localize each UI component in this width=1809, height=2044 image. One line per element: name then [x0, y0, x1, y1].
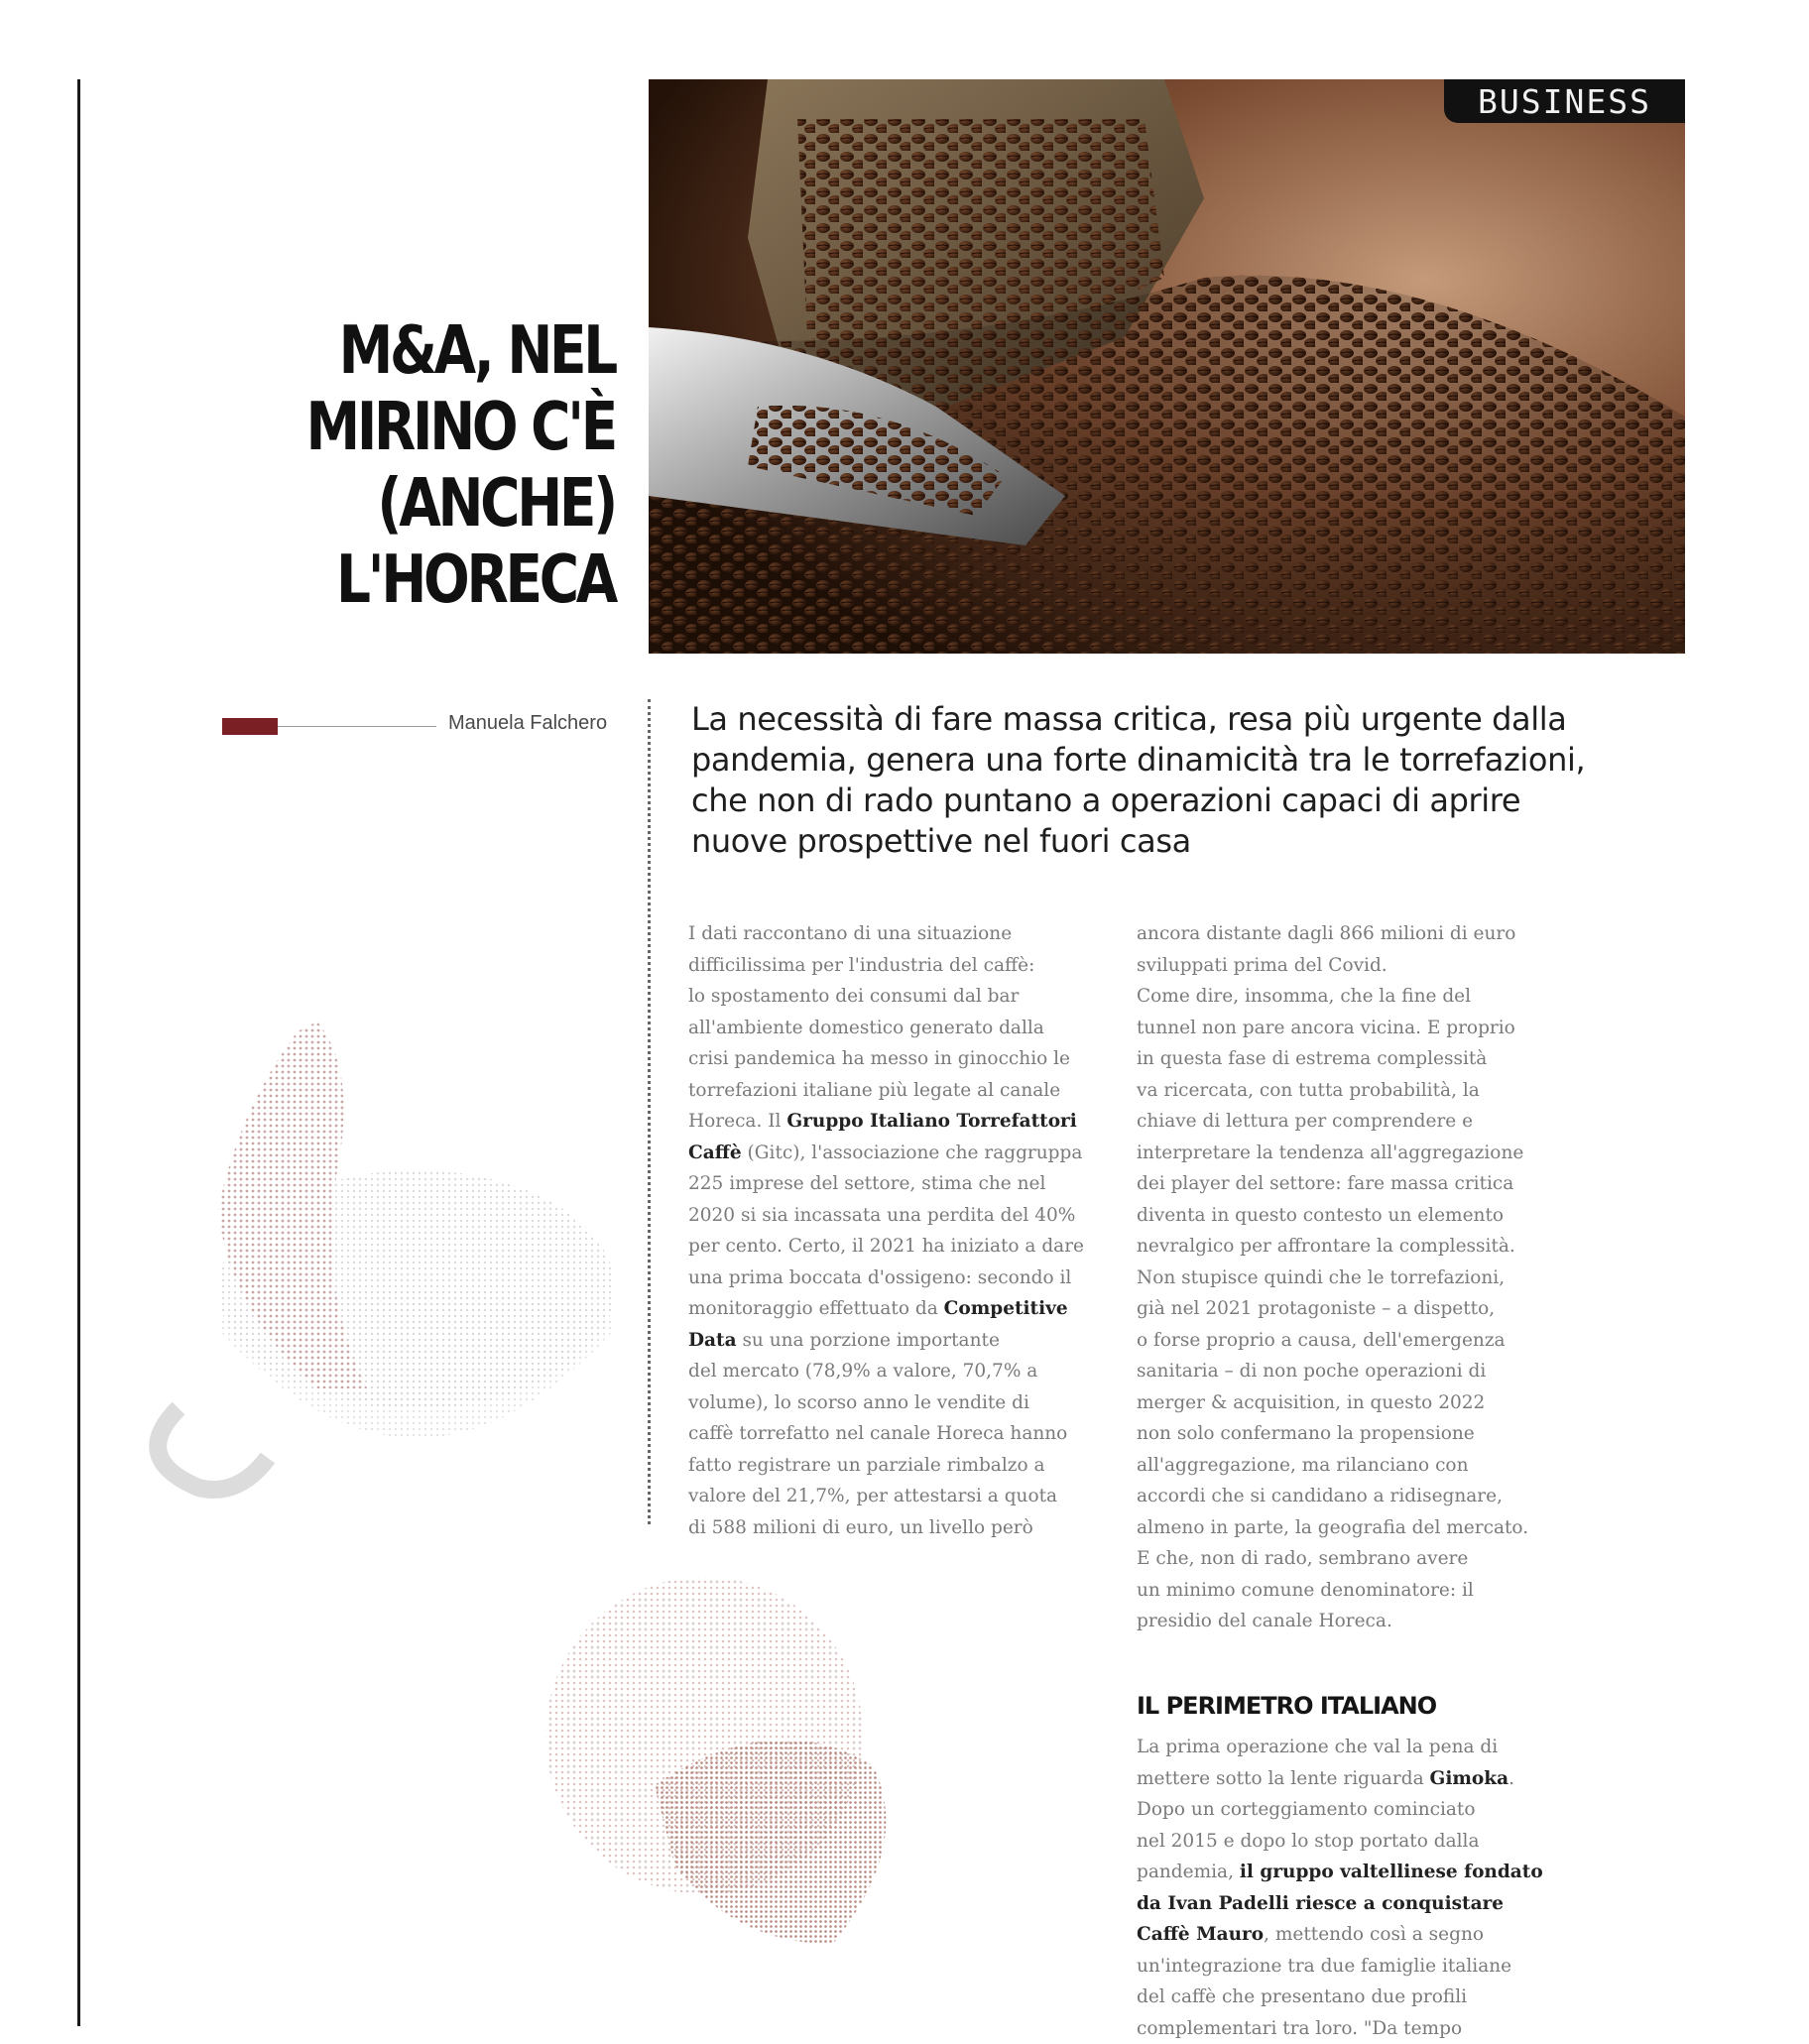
body-line: di 588 milioni di euro, un livello però: [688, 1512, 1115, 1544]
bold-entity: Gimoka: [1430, 1768, 1509, 1789]
body-line: [688, 1293, 1115, 1325]
standfirst-line: La necessità di fare massa critica, resa più urgente dalla: [691, 699, 1584, 740]
body-text: mettere sotto la lente riguarda: [1137, 1768, 1430, 1789]
body-line: all'ambiente domestico generato dalla: [688, 1013, 1115, 1044]
bold-entity: Competitive: [944, 1298, 1068, 1319]
body-line: chiave di lettura per comprendere e: [1137, 1106, 1563, 1138]
body-text: monitoraggio effettuato da: [688, 1298, 944, 1319]
body-column-1: [688, 918, 1115, 1543]
body-line: [1137, 1763, 1563, 1795]
body-line: caffè torrefatto nel canale Horeca hanno: [688, 1418, 1115, 1450]
body-line: del caffè che presentano due profili: [1137, 1982, 1563, 2013]
body-line: volume), lo scorso anno le vendite di: [688, 1387, 1115, 1419]
body-line: una prima boccata d'ossigeno: secondo il: [688, 1262, 1115, 1294]
ground-coffee-cup-illustration: [536, 1567, 952, 1987]
headline-line-2: MIRINO C'È: [298, 389, 615, 465]
coffee-beans-illustration: [649, 79, 1685, 654]
body-line: presidio del canale Horeca.: [1137, 1606, 1563, 1637]
bold-entity: Caffè: [688, 1142, 742, 1163]
body-line: un'integrazione tra due famiglie italiane: [1137, 1951, 1563, 1983]
body-line: nel 2015 e dopo lo stop portato dalla: [1137, 1826, 1563, 1858]
body-line: nevralgico per affrontare la complessità.: [1137, 1231, 1563, 1262]
body-line: lo spostamento dei consumi dal bar: [688, 981, 1115, 1013]
author-rule: [278, 726, 436, 727]
body-line: torrefazioni italiane più legate al canale: [688, 1075, 1115, 1107]
body-line: valore del 21,7%, per attestarsi a quota: [688, 1481, 1115, 1512]
body-line: 225 imprese del settore, stima che nel: [688, 1168, 1115, 1200]
author-accent-bar: [222, 718, 278, 735]
page-margin-rule: [77, 79, 80, 2026]
body-line: [688, 1106, 1115, 1138]
body-line: diventa in questo contesto un elemento: [1137, 1200, 1563, 1232]
headline-line-3: (ANCHE): [298, 465, 615, 541]
dotted-divider: [648, 699, 651, 1524]
body-line: [1137, 1919, 1563, 1951]
coffee-cup-illustration: [119, 992, 635, 1551]
body-text: , mettendo così a segno: [1264, 1924, 1484, 1945]
body-line: [688, 1325, 1115, 1357]
body-text: (Gitc), l'associazione che raggruppa: [742, 1142, 1083, 1163]
body-text: .: [1508, 1768, 1514, 1789]
body-line: non solo confermano la propensione: [1137, 1418, 1563, 1450]
author-byline: Manuela Falchero: [448, 712, 607, 735]
bold-entity: Caffè Mauro: [1137, 1924, 1264, 1945]
body-line: Non stupisce quindi che le torrefazioni,: [1137, 1262, 1563, 1294]
body-line: merger & acquisition, in questo 2022: [1137, 1387, 1563, 1419]
standfirst-line: pandemia, genera una forte dinamicità tra le torrefazioni,: [691, 740, 1584, 781]
hero-image-coffee-beans: [649, 79, 1685, 654]
body-line: dei player del settore: fare massa critica: [1137, 1168, 1563, 1200]
body-line: 2020 si sia incassata una perdita del 40%: [688, 1200, 1115, 1232]
body-line: o forse proprio a causa, dell'emergenza: [1137, 1325, 1563, 1357]
body-line: I dati raccontano di una situazione: [688, 918, 1115, 950]
body-text: pandemia,: [1137, 1862, 1240, 1882]
body-line: va ricercata, con tutta probabilità, la: [1137, 1075, 1563, 1107]
standfirst-line: nuove prospettive nel fuori casa: [691, 821, 1584, 862]
body-line: già nel 2021 protagoniste – a dispetto,: [1137, 1293, 1563, 1325]
body-line: [1137, 1888, 1563, 1920]
section-tag-business: BUSINESS: [1444, 79, 1685, 123]
body-text: su una porzione importante: [737, 1330, 1000, 1351]
body-line: sanitaria – di non poche operazioni di: [1137, 1356, 1563, 1387]
body-line: accordi che si candidano a ridisegnare,: [1137, 1481, 1563, 1512]
body-line: Come dire, insomma, che la fine del: [1137, 981, 1563, 1013]
bold-entity: Data: [688, 1330, 737, 1351]
bold-entity: Gruppo Italiano Torrefattori: [786, 1111, 1077, 1132]
body-line: [688, 1138, 1115, 1169]
body-text: Horeca. Il: [688, 1111, 786, 1132]
body-line: E che, non di rado, sembrano avere: [1137, 1543, 1563, 1575]
body-line: all'aggregazione, ma rilanciano con: [1137, 1450, 1563, 1482]
body-line: interpretare la tendenza all'aggregazione: [1137, 1138, 1563, 1169]
headline-line-1: M&A, NEL: [298, 312, 615, 389]
body-line: sviluppati prima del Covid.: [1137, 950, 1563, 982]
body-line: tunnel non pare ancora vicina. E proprio: [1137, 1013, 1563, 1044]
body-line: almeno in parte, la geografia del mercato.: [1137, 1512, 1563, 1544]
bold-entity: il gruppo valtellinese fondato: [1240, 1862, 1543, 1882]
bold-entity: da Ivan Padelli riesce a conquistare: [1137, 1893, 1504, 1914]
body-line: La prima operazione che val la pena di: [1137, 1732, 1563, 1763]
body-line: complementari tra loro. "Da tempo: [1137, 2013, 1563, 2044]
standfirst: [691, 699, 1584, 862]
headline-line-4: L'HORECA: [298, 541, 615, 618]
standfirst-line: che non di rado puntano a operazioni capaci di aprire: [691, 781, 1584, 821]
body-line: [1137, 1857, 1563, 1888]
body-column-2: [1137, 918, 1563, 2044]
body-line: crisi pandemica ha messo in ginocchio le: [688, 1043, 1115, 1075]
article-headline: [298, 312, 615, 618]
body-line: in questa fase di estrema complessità: [1137, 1043, 1563, 1075]
subheading: IL PERIMETRO ITALIANO: [1137, 1691, 1563, 1723]
body-line: fatto registrare un parziale rimbalzo a: [688, 1450, 1115, 1482]
body-line: difficilissima per l'industria del caffè:: [688, 950, 1115, 982]
body-line: ancora distante dagli 866 milioni di euro: [1137, 918, 1563, 950]
body-line: Dopo un corteggiamento cominciato: [1137, 1794, 1563, 1826]
body-line: del mercato (78,9% a valore, 70,7% a: [688, 1356, 1115, 1387]
body-line: un minimo comune denominatore: il: [1137, 1575, 1563, 1607]
body-line: per cento. Certo, il 2021 ha iniziato a dare: [688, 1231, 1115, 1262]
